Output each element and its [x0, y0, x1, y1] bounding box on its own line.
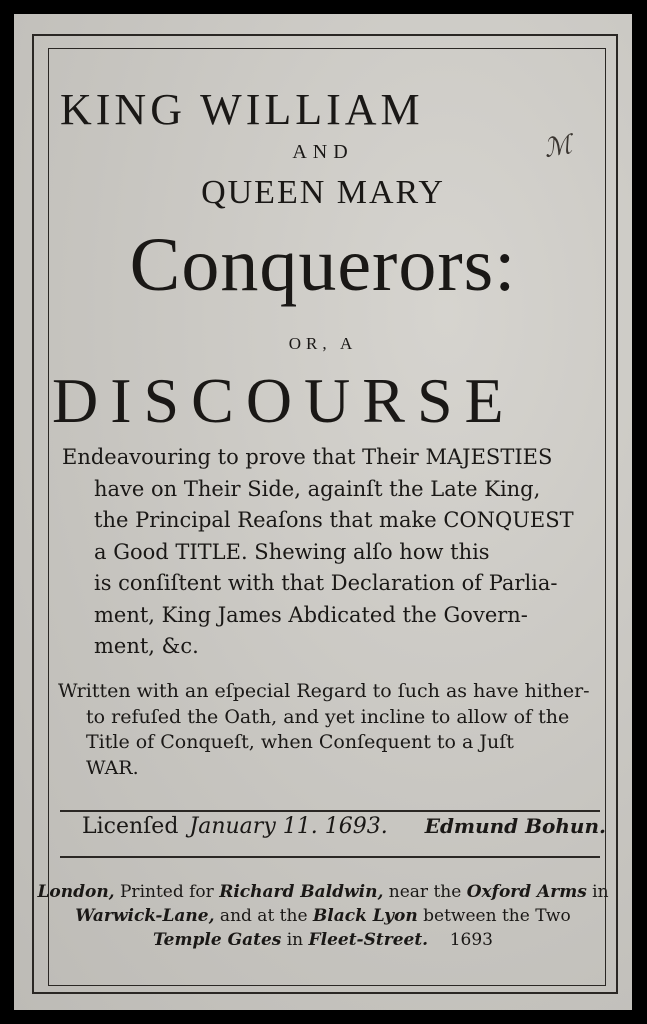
imprint-text: and at the	[214, 906, 313, 926]
license-date: January 11. 1693.	[189, 814, 388, 839]
title-line-king-william: KING WILLIAM	[60, 85, 424, 134]
imprint-street: Fleet-Street.	[308, 930, 429, 950]
license-label: Licenſed	[82, 814, 179, 839]
title-page	[14, 14, 632, 1010]
imprint-place: Temple Gates	[152, 930, 282, 950]
description-line: ment, King James Abdicated the Govern-	[94, 602, 528, 627]
handwritten-mark: ℳ	[541, 129, 575, 165]
imprint-line-3	[14, 928, 632, 952]
title-line-and: AND	[292, 141, 354, 163]
rule-above-license	[60, 810, 600, 812]
imprint-printer: Richard Baldwin,	[219, 882, 384, 902]
imprint-year: 1693	[449, 930, 493, 950]
title-line-or-a: OR, A	[288, 334, 358, 353]
imprint-sign: Oxford Arms	[466, 882, 587, 902]
description-line: have on Their Side, againſt the Late King,	[94, 476, 541, 501]
imprint-street: Warwick-Lane,	[75, 906, 215, 926]
dedication-line: to refuſed the Oath, and yet incline to allow of the	[86, 705, 570, 728]
imprint	[14, 880, 632, 952]
title-line-discourse: DISCOURSE	[52, 365, 516, 436]
description-line: is conſiſtent with that Declaration of Parlia-	[94, 571, 558, 595]
description-line: the Principal Reaſons that make CONQUEST	[94, 508, 574, 532]
dedication-line: WAR.	[86, 756, 139, 779]
dedication-line: Title of Conqueſt, when Conſequent to a Juſt	[86, 731, 514, 753]
description-paragraph	[62, 442, 612, 663]
imprint-text: between the Two	[417, 906, 571, 926]
dedication-paragraph	[58, 679, 606, 781]
imprint-city: London,	[37, 882, 115, 902]
imprint-line-1	[14, 880, 632, 904]
imprint-text: Printed for	[114, 882, 220, 902]
title-line-conquerors: Conquerors:	[129, 223, 517, 307]
imprint-line-2	[14, 904, 632, 928]
imprint-text: in	[281, 930, 309, 950]
imprint-text: in	[586, 882, 609, 902]
description-line: a Good TITLE. Shewing alſo how this	[94, 539, 490, 564]
rule-below-license	[60, 856, 600, 858]
license-line	[82, 814, 606, 839]
description-line: ment, &c.	[94, 634, 199, 658]
dedication-line: Written with an eſpecial Regard to ſuch as have hither-	[58, 680, 590, 702]
imprint-text: near the	[383, 882, 467, 902]
imprint-sign: Black Lyon	[312, 906, 418, 926]
licenser-name: Edmund Bohun.	[424, 814, 606, 838]
title-line-queen-mary: QUEEN MARY	[201, 174, 445, 211]
description-line: Endeavouring to prove that Their MAJESTIES	[62, 445, 553, 469]
